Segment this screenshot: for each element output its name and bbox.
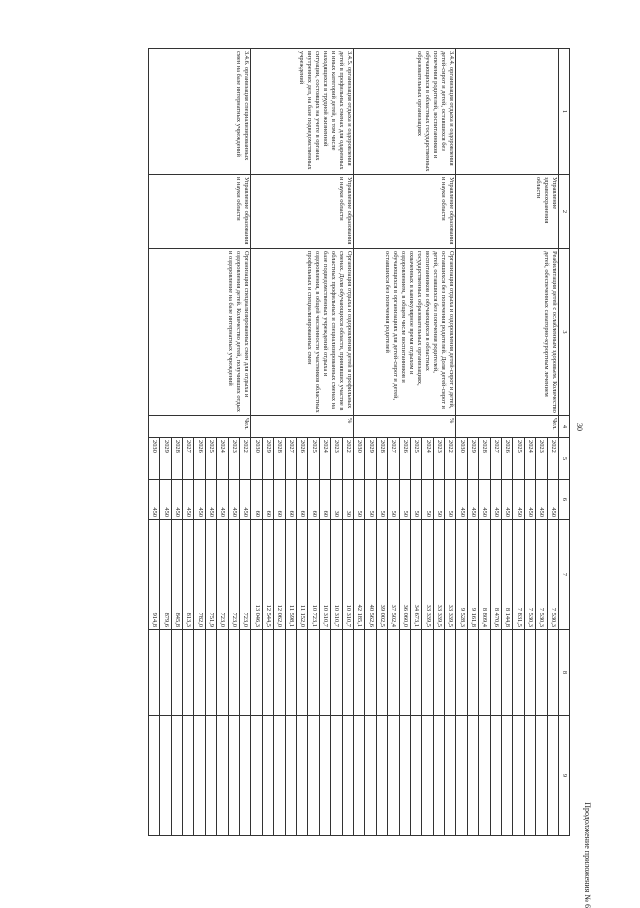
- funding-cell: 813,3: [183, 520, 194, 630]
- indicator-value-cell: 450: [490, 480, 501, 520]
- empty-cell: [319, 630, 330, 716]
- unit-cell: %: [353, 416, 456, 438]
- indicator-value-cell: 450: [160, 480, 171, 520]
- empty-cell: [342, 716, 353, 836]
- empty-cell: [285, 716, 296, 836]
- empty-cell: [422, 716, 433, 836]
- empty-cell: [183, 630, 194, 716]
- year-cell: 2029: [160, 438, 171, 480]
- year-cell: 2023: [331, 438, 342, 480]
- indicator-value-cell: 450: [171, 480, 182, 520]
- empty-cell: [536, 630, 547, 716]
- year-cell: 2025: [205, 438, 216, 480]
- funding-cell: 7 530,3: [547, 520, 558, 630]
- table-row: [547, 49, 558, 836]
- year-cell: 2028: [479, 438, 490, 480]
- year-cell: 2025: [513, 438, 524, 480]
- empty-cell: [353, 716, 364, 836]
- empty-cell: [160, 716, 171, 836]
- empty-cell: [160, 630, 171, 716]
- indicator-value-cell: 450: [513, 480, 524, 520]
- indicator-value-cell: 450: [524, 480, 535, 520]
- table-row: [342, 49, 353, 836]
- indicator-value-cell: 450: [456, 480, 467, 520]
- funding-cell: 33 339,5: [445, 520, 456, 630]
- funding-cell: 10 310,7: [331, 520, 342, 630]
- indicator-value-cell: 60: [308, 480, 319, 520]
- indicator-cell: Организация отдыха и оздоровления детей в профильных сменах. Доля обучающихся области, принявших участие в областных профильных и специализированных сменах на базе подведомственных учреждений отдыха и оздоровления, в общей численности участников областных профильных и специализированных смен: [251, 249, 354, 416]
- empty-cell: [183, 716, 194, 836]
- indicator-value-cell: 450: [205, 480, 216, 520]
- column-header: 4: [559, 416, 570, 438]
- year-cell: 2027: [285, 438, 296, 480]
- executor-cell: Управление образования и науки области: [251, 175, 354, 249]
- funding-cell: 10 723,1: [308, 520, 319, 630]
- empty-cell: [319, 716, 330, 836]
- funding-cell: 13 046,3: [251, 520, 262, 630]
- year-cell: 2023: [536, 438, 547, 480]
- empty-cell: [388, 630, 399, 716]
- funding-cell: 42 185,1: [353, 520, 364, 630]
- year-cell: 2027: [388, 438, 399, 480]
- funding-cell: 751,9: [205, 520, 216, 630]
- funding-cell: 33 339,5: [422, 520, 433, 630]
- year-cell: 2024: [422, 438, 433, 480]
- year-cell: 2026: [502, 438, 513, 480]
- empty-cell: [445, 630, 456, 716]
- empty-cell: [376, 630, 387, 716]
- indicator-value-cell: 60: [319, 480, 330, 520]
- indicator-value-cell: 60: [251, 480, 262, 520]
- year-cell: 2027: [183, 438, 194, 480]
- empty-cell: [308, 630, 319, 716]
- continuation-note: Продолжение приложения № 6: [583, 802, 592, 908]
- indicator-value-cell: 50: [353, 480, 364, 520]
- empty-cell: [308, 716, 319, 836]
- indicator-value-cell: 450: [502, 480, 513, 520]
- year-cell: 2023: [228, 438, 239, 480]
- empty-cell: [205, 630, 216, 716]
- empty-cell: [274, 716, 285, 836]
- rotated-content: [72, 48, 592, 908]
- funding-cell: 7 831,5: [513, 520, 524, 630]
- empty-cell: [194, 716, 205, 836]
- funding-cell: 879,6: [160, 520, 171, 630]
- empty-cell: [148, 630, 159, 716]
- column-header: 9: [559, 716, 570, 836]
- indicator-value-cell: 450: [547, 480, 558, 520]
- funding-cell: 7 530,3: [524, 520, 535, 630]
- indicator-cell: Организация специализированных смен для отдыха и оздоровления детей. Количество детей, получивших отдых и оздоровление на базе интернатных учреждений: [148, 249, 251, 416]
- empty-cell: [467, 716, 478, 836]
- empty-cell: [513, 716, 524, 836]
- empty-cell: [399, 630, 410, 716]
- indicator-value-cell: 450: [183, 480, 194, 520]
- funding-cell: 723,0: [228, 520, 239, 630]
- year-cell: 2022: [547, 438, 558, 480]
- column-header: 8: [559, 630, 570, 716]
- indicator-value-cell: 50: [422, 480, 433, 520]
- year-cell: 2029: [467, 438, 478, 480]
- empty-cell: [502, 630, 513, 716]
- indicator-value-cell: 450: [194, 480, 205, 520]
- year-cell: 2022: [445, 438, 456, 480]
- empty-cell: [194, 630, 205, 716]
- empty-cell: [205, 716, 216, 836]
- empty-cell: [365, 630, 376, 716]
- measure-name-cell: 3.4.4. организация отдыха и оздоровления детей-сирот и детей, оставшихся без попечения родителей, воспитанников и обучающихся в областных государственных образовательных организациях: [353, 49, 456, 175]
- executor-cell: Управление образования и науки области: [148, 175, 251, 249]
- empty-cell: [524, 630, 535, 716]
- funding-cell: 7 530,3: [536, 520, 547, 630]
- empty-cell: [479, 716, 490, 836]
- indicator-value-cell: 450: [479, 480, 490, 520]
- empty-cell: [171, 630, 182, 716]
- funding-cell: 12 062,0: [274, 520, 285, 630]
- empty-cell: [410, 716, 421, 836]
- unit-cell: %: [251, 416, 354, 438]
- funding-cell: 10 310,7: [342, 520, 353, 630]
- empty-cell: [353, 630, 364, 716]
- year-cell: 2026: [194, 438, 205, 480]
- empty-cell: [524, 716, 535, 836]
- empty-cell: [217, 716, 228, 836]
- year-cell: 2023: [433, 438, 444, 480]
- empty-cell: [547, 716, 558, 836]
- funding-cell: 11 152,0: [297, 520, 308, 630]
- year-cell: 2027: [490, 438, 501, 480]
- indicator-value-cell: 50: [388, 480, 399, 520]
- indicator-value-cell: 50: [376, 480, 387, 520]
- indicator-value-cell: 450: [148, 480, 159, 520]
- empty-cell: [297, 716, 308, 836]
- table-body: [148, 49, 558, 836]
- empty-cell: [365, 716, 376, 836]
- empty-cell: [547, 630, 558, 716]
- empty-cell: [274, 630, 285, 716]
- year-cell: 2024: [524, 438, 535, 480]
- year-cell: 2022: [240, 438, 251, 480]
- indicator-value-cell: 50: [410, 480, 421, 520]
- empty-cell: [433, 630, 444, 716]
- empty-cell: [399, 716, 410, 836]
- year-cell: 2028: [376, 438, 387, 480]
- empty-cell: [228, 716, 239, 836]
- empty-cell: [467, 630, 478, 716]
- year-cell: 2024: [319, 438, 330, 480]
- empty-cell: [240, 716, 251, 836]
- column-header: 7: [559, 520, 570, 630]
- year-cell: 2030: [251, 438, 262, 480]
- empty-cell: [502, 716, 513, 836]
- empty-cell: [445, 716, 456, 836]
- program-table: [148, 48, 570, 836]
- empty-cell: [331, 716, 342, 836]
- empty-cell: [297, 630, 308, 716]
- year-cell: 2026: [399, 438, 410, 480]
- empty-cell: [342, 630, 353, 716]
- indicator-value-cell: 50: [433, 480, 444, 520]
- page-number: 30: [575, 423, 584, 431]
- indicator-cell: Организация отдыха и оздоровления детей-сирот и детей, оставшихся без попечения родителей. Доля детей-сирот и детей, оставшихся без попечения родителей, воспитанников и обучающихся в областных государственных образовательных организациях, охваченных в каникулярное время отдыхом и оздоровлением, в общем числе воспитанников и обучающихся в организациях для детей-сирот и детей, оставшихся без попечения родителей: [353, 249, 456, 416]
- year-cell: 2030: [353, 438, 364, 480]
- funding-cell: 34 673,1: [410, 520, 421, 630]
- empty-cell: [490, 630, 501, 716]
- column-header: 2: [559, 175, 570, 249]
- funding-cell: 39 002,5: [376, 520, 387, 630]
- empty-cell: [490, 716, 501, 836]
- empty-cell: [148, 716, 159, 836]
- table-row: [445, 49, 456, 836]
- table-row: [240, 49, 251, 836]
- indicator-value-cell: 30: [331, 480, 342, 520]
- empty-cell: [331, 630, 342, 716]
- empty-cell: [456, 716, 467, 836]
- column-header: 6: [559, 480, 570, 520]
- indicator-value-cell: 450: [228, 480, 239, 520]
- empty-cell: [251, 630, 262, 716]
- year-cell: 2022: [342, 438, 353, 480]
- indicator-value-cell: 450: [536, 480, 547, 520]
- funding-cell: 12 544,5: [262, 520, 273, 630]
- empty-cell: [536, 716, 547, 836]
- empty-cell: [285, 630, 296, 716]
- empty-cell: [262, 716, 273, 836]
- measure-name-cell: 3.4.5. организация отдыха и оздоровления детей в профильных сменах для одаренных и иных категорий детей, в том числе находящихся в трудной жизненной ситуации, состоящих на учете в органах внутренних дел, на базе подведомственных учреждений: [251, 49, 354, 175]
- indicator-value-cell: 60: [285, 480, 296, 520]
- indicator-value-cell: 60: [262, 480, 273, 520]
- empty-cell: [262, 630, 273, 716]
- year-cell: 2029: [365, 438, 376, 480]
- funding-cell: 8 809,4: [479, 520, 490, 630]
- year-cell: 2025: [308, 438, 319, 480]
- empty-cell: [240, 630, 251, 716]
- funding-cell: 723,0: [217, 520, 228, 630]
- indicator-value-cell: 50: [365, 480, 376, 520]
- executor-cell: Управление здравоохранения области: [456, 175, 559, 249]
- empty-cell: [513, 630, 524, 716]
- executor-cell: Управление образования и науки области: [353, 175, 456, 249]
- measure-name-cell: 3.4.6. организация специализированных смен на базе интернатных учреждений: [148, 49, 251, 175]
- funding-cell: 9 161,8: [467, 520, 478, 630]
- indicator-value-cell: 450: [240, 480, 251, 520]
- year-cell: 2030: [148, 438, 159, 480]
- funding-cell: 36 060,0: [399, 520, 410, 630]
- column-header: 1: [559, 49, 570, 175]
- indicator-value-cell: 450: [467, 480, 478, 520]
- year-cell: 2028: [274, 438, 285, 480]
- funding-cell: 845,8: [171, 520, 182, 630]
- empty-cell: [410, 630, 421, 716]
- indicator-value-cell: 50: [399, 480, 410, 520]
- indicator-value-cell: 30: [342, 480, 353, 520]
- funding-cell: 40 562,6: [365, 520, 376, 630]
- empty-cell: [376, 716, 387, 836]
- empty-cell: [433, 716, 444, 836]
- column-header: 5: [559, 438, 570, 480]
- funding-cell: 8 470,6: [490, 520, 501, 630]
- unit-cell: Чел.: [148, 416, 251, 438]
- year-cell: 2028: [171, 438, 182, 480]
- empty-cell: [217, 630, 228, 716]
- funding-cell: 9 528,3: [456, 520, 467, 630]
- empty-cell: [479, 630, 490, 716]
- column-header: 3: [559, 249, 570, 416]
- funding-cell: 37 502,4: [388, 520, 399, 630]
- empty-cell: [422, 630, 433, 716]
- year-cell: 2029: [262, 438, 273, 480]
- funding-cell: 914,8: [148, 520, 159, 630]
- funding-cell: 8 144,8: [502, 520, 513, 630]
- unit-cell: Чел.: [456, 416, 559, 438]
- indicator-cell: Реабилитация детей с ослабленным здоровьем. Количество детей, обеспеченных санаторно-курортным лечением: [456, 249, 559, 416]
- empty-cell: [388, 716, 399, 836]
- measure-name-cell: [456, 49, 559, 175]
- indicator-value-cell: 60: [274, 480, 285, 520]
- indicator-value-cell: 50: [445, 480, 456, 520]
- funding-cell: 782,0: [194, 520, 205, 630]
- empty-cell: [171, 716, 182, 836]
- indicator-value-cell: 60: [297, 480, 308, 520]
- funding-cell: 10 310,7: [319, 520, 330, 630]
- year-cell: 2025: [410, 438, 421, 480]
- empty-cell: [228, 630, 239, 716]
- funding-cell: 33 339,5: [433, 520, 444, 630]
- year-cell: 2026: [297, 438, 308, 480]
- empty-cell: [251, 716, 262, 836]
- year-cell: 2030: [456, 438, 467, 480]
- funding-cell: 11 598,1: [285, 520, 296, 630]
- column-number-row: [559, 49, 570, 836]
- year-cell: 2024: [217, 438, 228, 480]
- empty-cell: [456, 630, 467, 716]
- indicator-value-cell: 450: [217, 480, 228, 520]
- funding-cell: 723,0: [240, 520, 251, 630]
